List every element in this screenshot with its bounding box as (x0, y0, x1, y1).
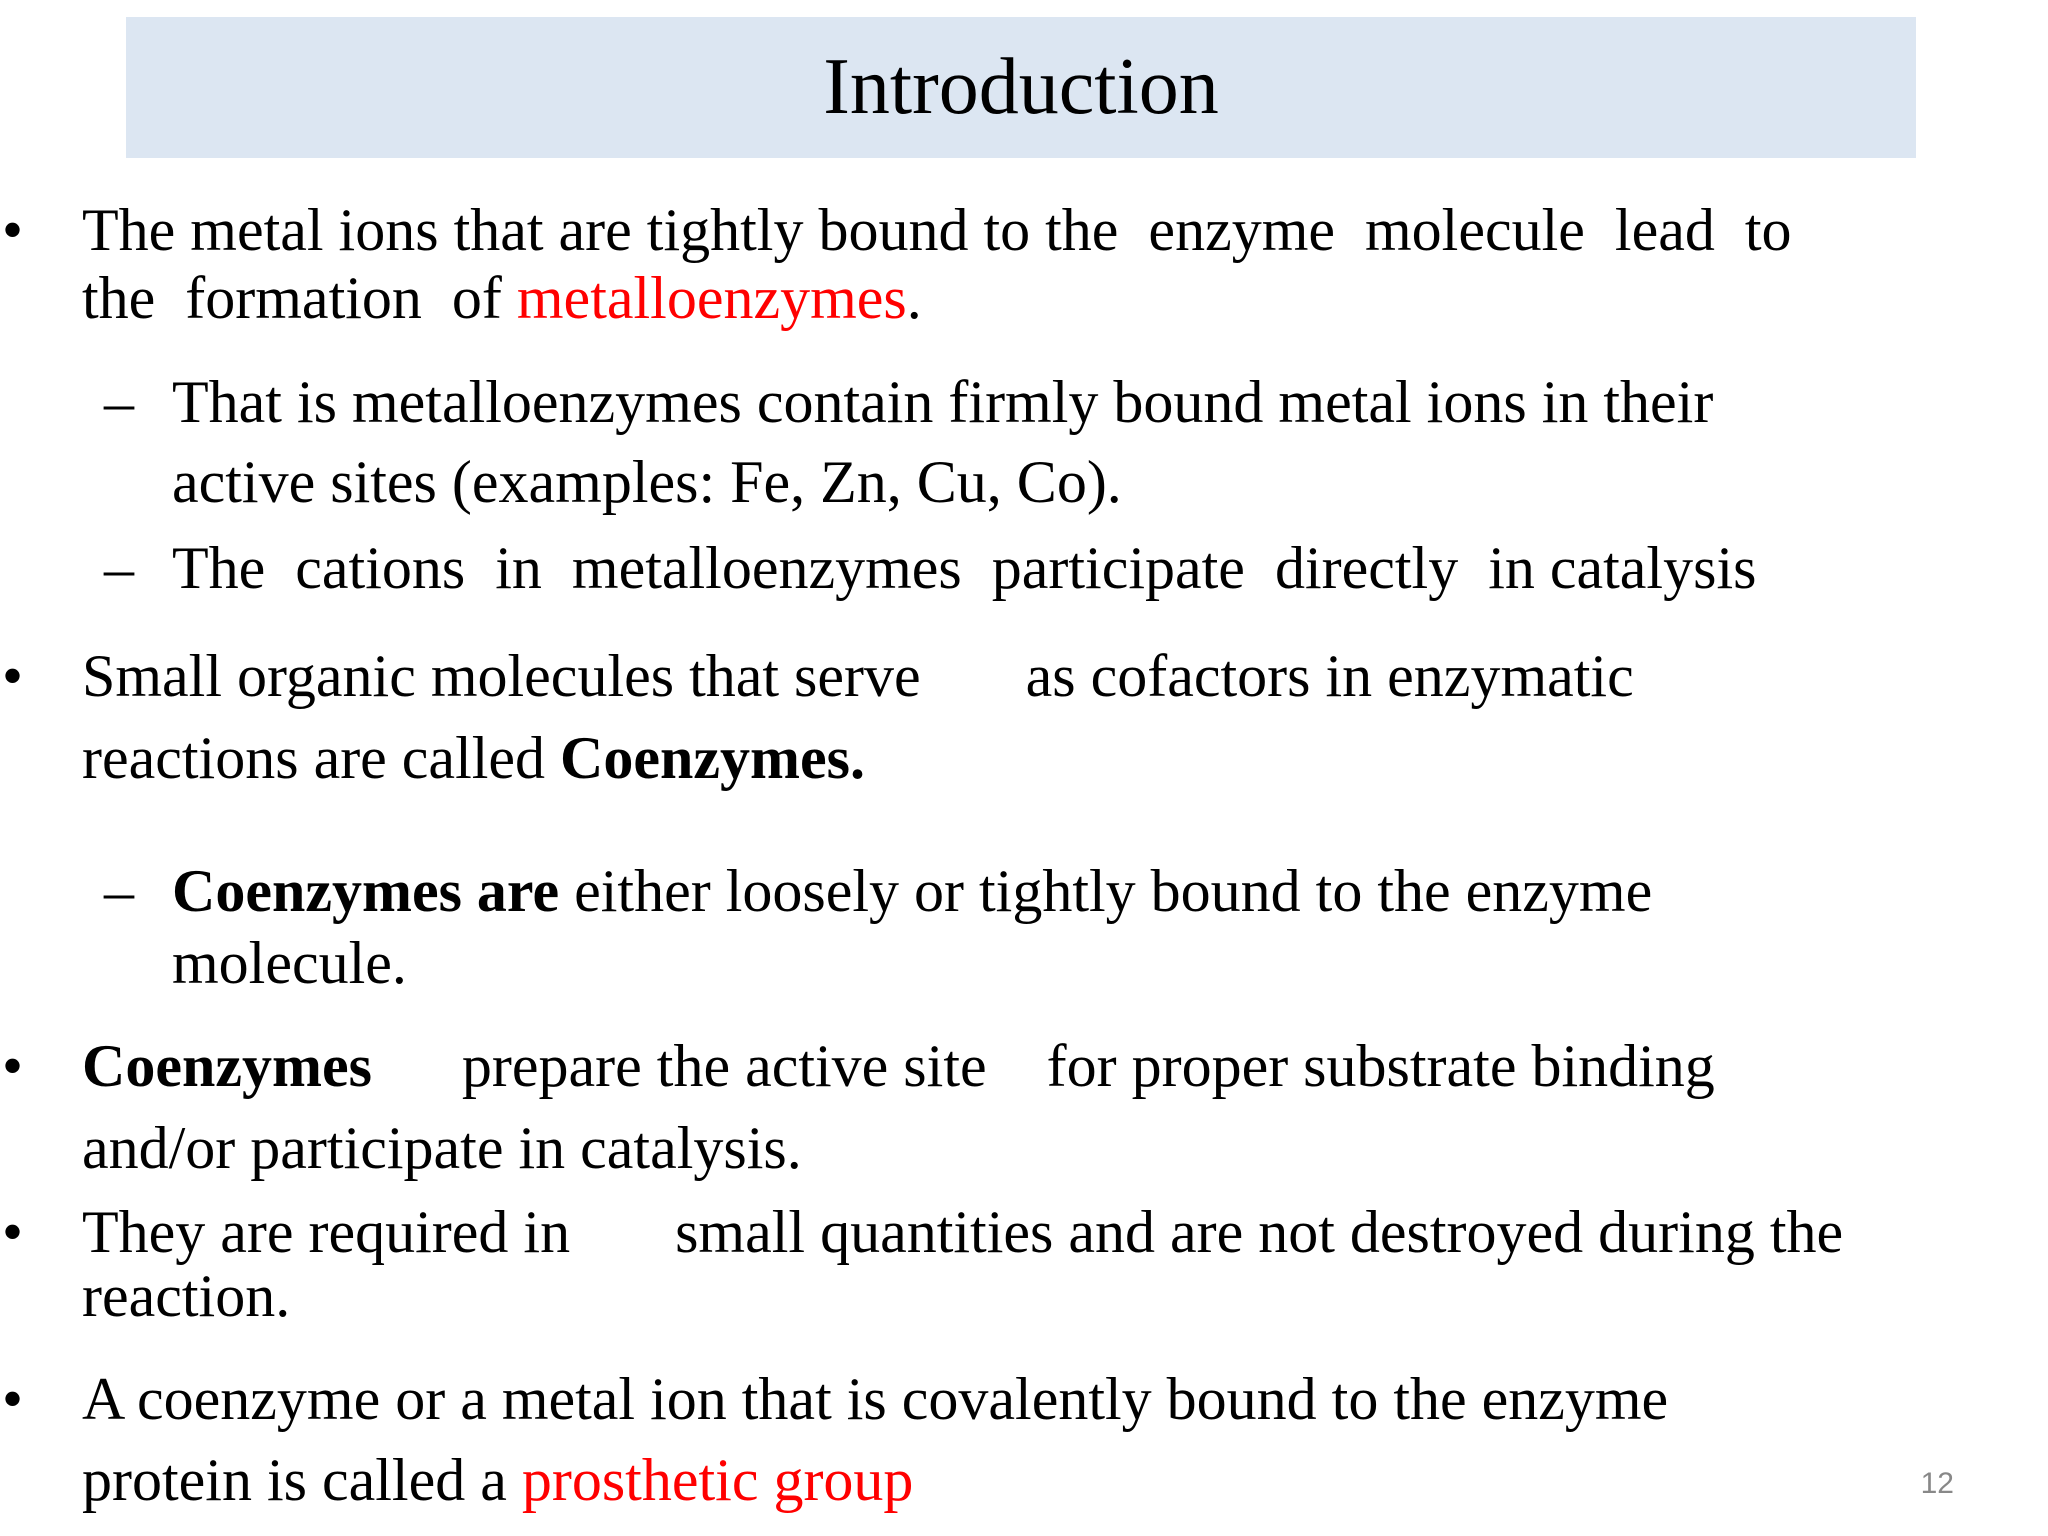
bullet-3-line-1 (82, 1032, 1715, 1101)
bullet-2-text: reactions are called (82, 725, 561, 791)
term-coenzymes-are: Coenzymes are (172, 858, 560, 924)
bullet-marker: • (2, 1033, 24, 1099)
slide-title: Introduction (823, 43, 1219, 131)
sub-bullet-1-line-1: That is metalloenzymes contain firmly bound metal ions in their (172, 369, 1714, 435)
bullet-marker: • (2, 1366, 24, 1432)
bullet-1-line-2 (82, 264, 922, 333)
bullet-1-period: . (906, 265, 922, 331)
bullet-4-line-1: They are required in small quantities and are not destroyed during the (82, 1199, 1844, 1265)
bullet-1-line-1: The metal ions that are tightly bound to the enzyme molecule lead to (82, 197, 1792, 263)
bullet-marker: • (2, 197, 24, 263)
bullet-5-line-2 (82, 1446, 913, 1515)
bullet-marker: • (2, 1199, 24, 1265)
page-number: 12 (1920, 1467, 1954, 1500)
bullet-1-text: the formation of (82, 265, 517, 331)
term-coenzymes: Coenzymes. (560, 725, 865, 791)
sub-bullet-1-line-2: active sites (examples: Fe, Zn, Cu, Co). (172, 449, 1122, 515)
bullet-marker: • (2, 643, 24, 709)
bullet-5-line-1: A coenzyme or a metal ion that is covalently bound to the enzyme (82, 1366, 1669, 1432)
bullet-3-text: prepare the active site for proper substrate binding (371, 1033, 1715, 1099)
sub-bullet-3-text: either loosely or tightly bound to the enzyme (559, 858, 1653, 924)
bullet-5-text: protein is called a (82, 1447, 522, 1513)
bullet-2-line-1: Small organic molecules that serve as cofactors in enzymatic (82, 643, 1634, 709)
title-bar (126, 17, 1916, 158)
highlight-prosthetic-group: prosthetic group (521, 1447, 914, 1513)
dash-marker: – (104, 858, 134, 924)
highlight-metalloenzymes: metalloenzymes (516, 265, 907, 331)
bullet-4-line-2: reaction. (82, 1263, 291, 1329)
term-coenzymes: Coenzymes (82, 1033, 372, 1099)
bullet-3-line-2: and/or participate in catalysis. (82, 1115, 802, 1181)
bullet-2-line-2 (82, 724, 865, 793)
dash-marker: – (104, 369, 134, 435)
sub-bullet-2-line-1: The cations in metalloenzymes participate directly in catalysis (172, 535, 1757, 601)
dash-marker: – (104, 535, 134, 601)
sub-bullet-3-line-1 (172, 857, 1652, 926)
sub-bullet-3-line-2: molecule. (172, 930, 407, 996)
